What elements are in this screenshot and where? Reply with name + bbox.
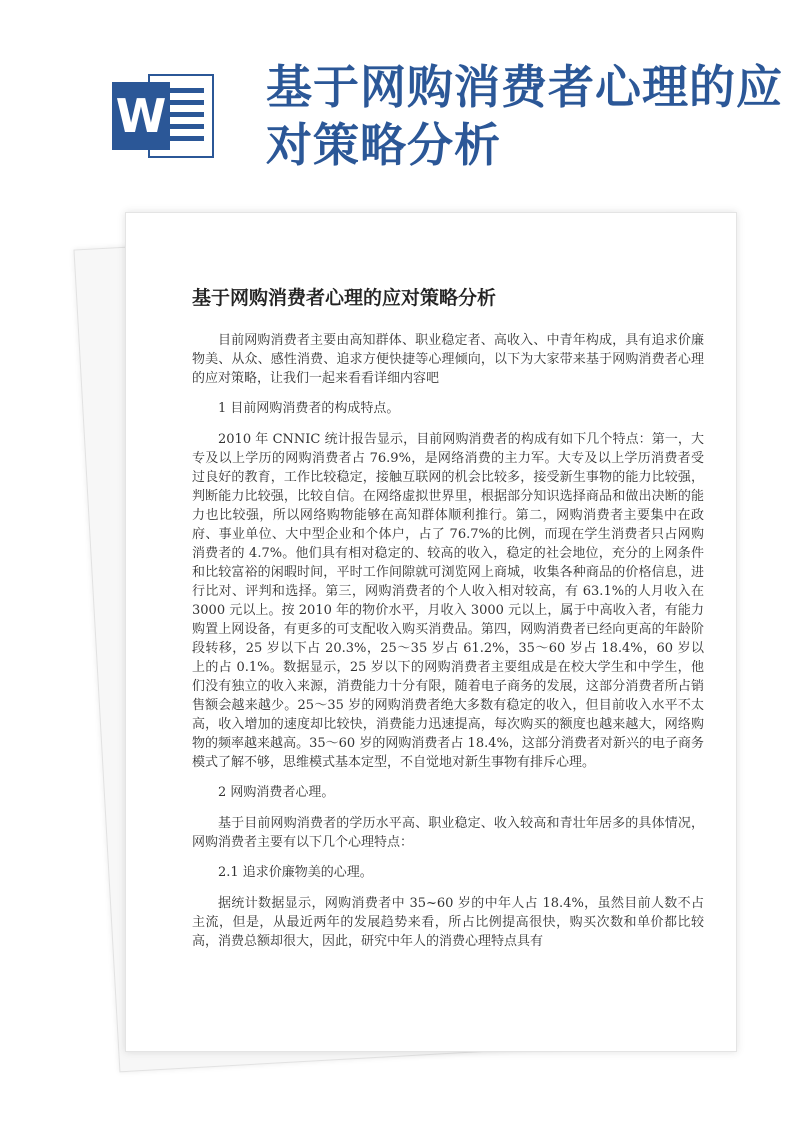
word-icon-line xyxy=(168,136,204,141)
word-icon-line xyxy=(168,112,204,117)
word-doc-icon xyxy=(112,74,214,158)
cover-title: 基于网购消费者心理的应对策略分析 xyxy=(266,60,783,172)
paragraph-composition: 2010 年 CNNIC 统计报告显示，目前网购消费者的构成有如下几个特点：第一，大专及以上学历的网购消费者占 76.9%，是网络消费的主力军。大专及以上学历消费者受过良好的教育，工作比较稳定，接触互联网的机会比较多，接受新生事物的能力比较强，判断能力比较强，比较自信。在网络虚拟世界里，根据部分知识选择商品和做出决断的能力也比较强，所以网络购物能够在高知群体顺利推行。第二，网购消费者主要集中在政府、事业单位、大中型企业和个体户，占了 76.7%的比例，而现在学生消费者只占网购消费者的 4.7%。他们具有相对稳定的、较高的收入，稳定的社会地位，充分的上网条件和比较富裕的闲暇时间，平时工作间隙就可浏览网上商城，收集各种商品的价格信息，进行比对、评判和选择。第三，网购消费者的个人收入相对较高，有 63.1%的人月收入在 3000 元以上。按 2010 年的物价水平，月收入 3000 元以上，属于中高收入者，有能力购置上网设备，有更多的可支配收入购买消费品。第四，网购消费者已经向更高的年龄阶段转移，25 岁以下占 20.3%，25～35 岁占 61.2%，35～60 岁占 18.4%，60 岁以上的占 0.1%。数据显示，25 岁以下的网购消费者主要组成是在校大学生和中学生，他们没有独立的收入来源，消费能力十分有限，随着电子商务的发展，这部分消费者所占销售额会越来越少。25～35 岁的网购消费者绝大多数有稳定的收入，但目前收入水平不太高，收入增加的速度却比较快，消费能力迅速提高，每次购买的额度也越来越大，网络购物的频率越来越高。35～60 岁的网购消费者占 18.4%，这部分消费者对新兴的电子商务模式了解不够，思维模式基本定型，不自觉地对新生事物有排斥心理。 xyxy=(192,432,704,770)
document-page xyxy=(125,212,737,1052)
section-heading-2: 2 网购消费者心理。 xyxy=(218,785,335,800)
word-icon-line xyxy=(168,100,204,105)
word-icon-letter: W xyxy=(112,82,170,150)
paragraph-value-seeking: 据统计数据显示，网购消费者中 35~60 岁的中年人占 18.4%，虽然目前人数不占主流，但是，从最近两年的发展趋势来看，所占比例提高很快，购买次数和单价都比较高，消费总额却很大，因此，研究中年人的消费心理特点具有 xyxy=(192,896,704,949)
document-body xyxy=(192,331,704,962)
paragraph-intro: 目前网购消费者主要由高知群体、职业稳定者、高收入、中青年构成，具有追求价廉物美、从众、感性消费、追求方便快捷等心理倾向，以下为大家带来基于网购消费者心理的应对策略，让我们一起来看看详细内容吧 xyxy=(192,333,704,386)
word-icon-line xyxy=(168,124,204,129)
section-heading-1: 1 目前网购消费者的构成特点。 xyxy=(218,401,400,416)
paragraph-psychology: 基于目前网购消费者的学历水平高、职业稳定、收入较高和青壮年居多的具体情况，网购消费者主要有以下几个心理特点： xyxy=(192,816,704,850)
word-icon-line xyxy=(168,88,204,93)
document-title: 基于网购消费者心理的应对策略分析 xyxy=(192,287,497,309)
section-heading-2-1: 2.1 追求价廉物美的心理。 xyxy=(218,865,373,880)
